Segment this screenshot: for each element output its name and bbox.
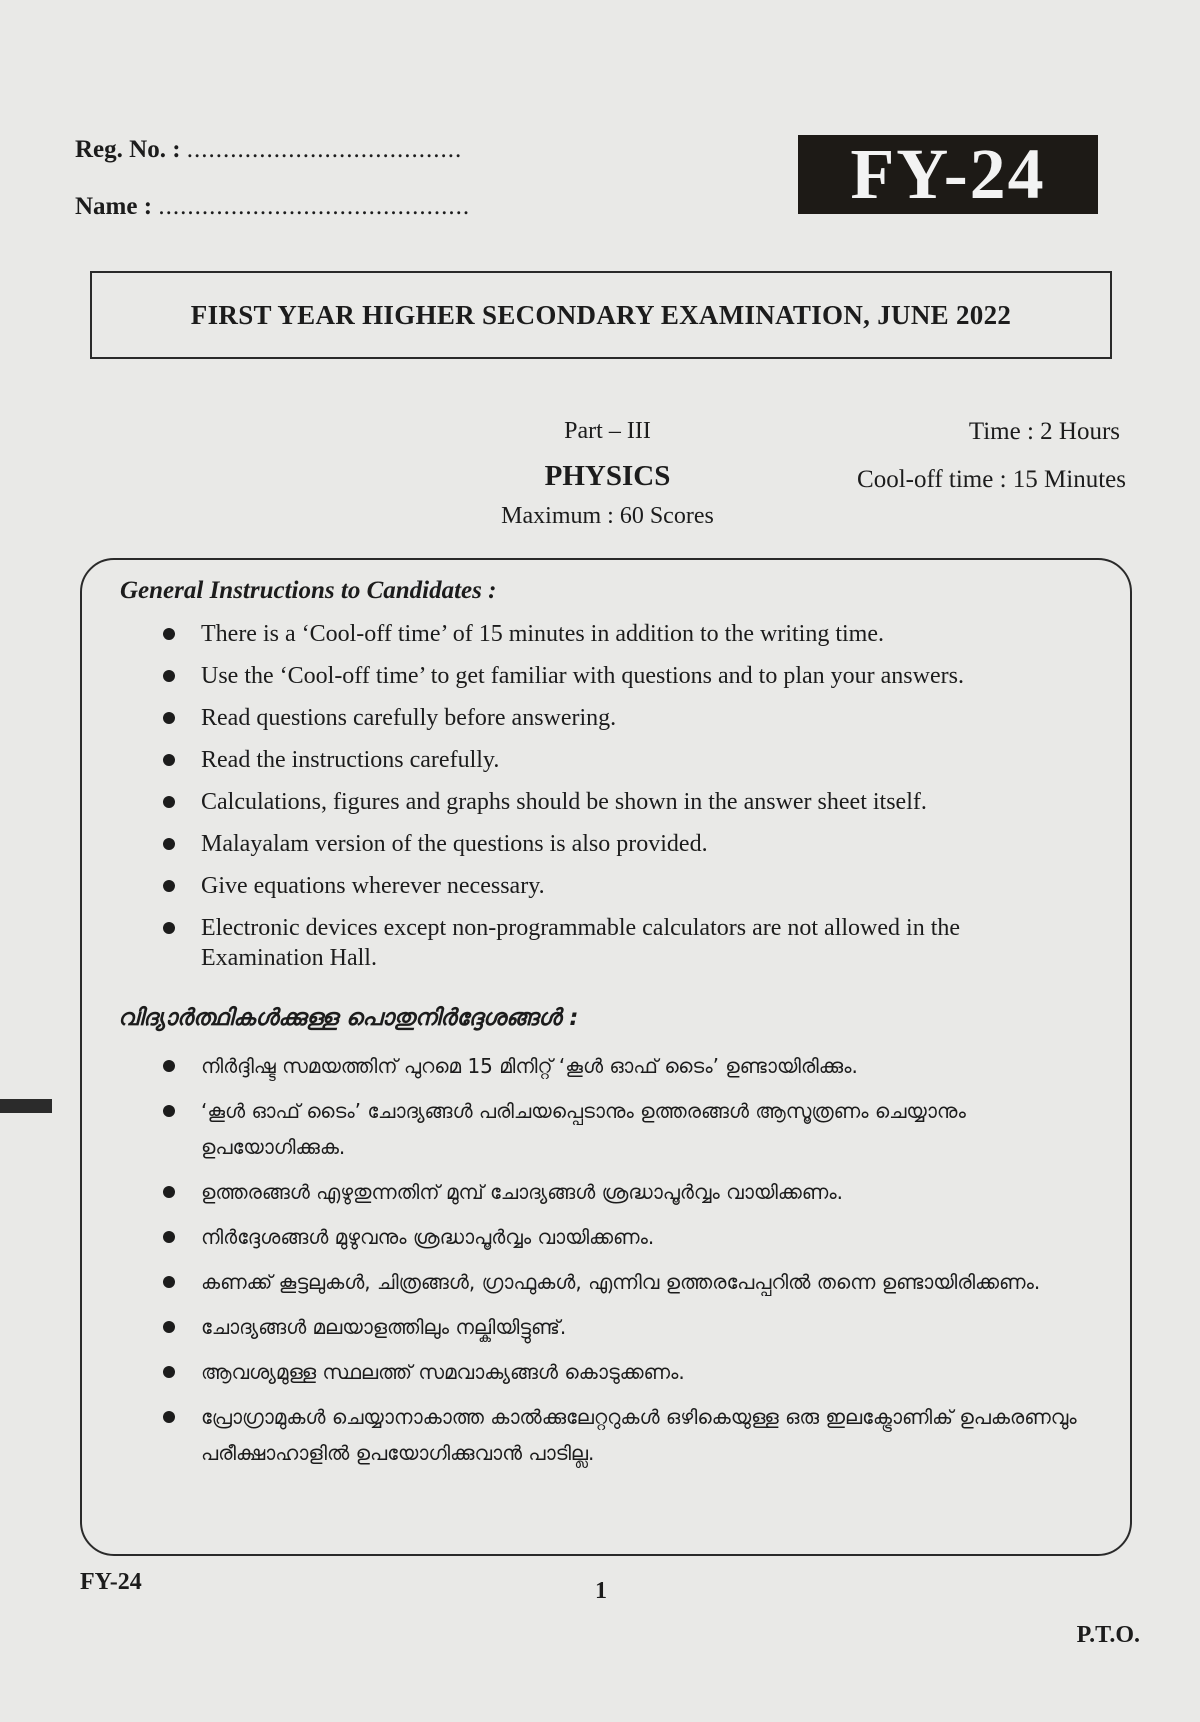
please-turn-over: P.T.O. <box>1076 1622 1140 1648</box>
paper-code-badge: FY-24 <box>798 135 1098 214</box>
list-item: ചോദ്യങ്ങൾ മലയാളത്തിലും നല്കിയിട്ടുണ്ട്. <box>163 1309 1093 1345</box>
list-item: There is a ‘Cool-off time’ of 15 minutes in addition to the writing time. <box>163 619 1063 649</box>
bullet-icon <box>163 1321 175 1333</box>
list-item: Electronic devices except non-programmable calculators are not allowed in the Examination Hall. <box>163 913 1063 973</box>
list-item: Malayalam version of the questions is also provided. <box>163 829 1063 859</box>
list-item: Use the ‘Cool-off time’ to get familiar with questions and to plan your answers. <box>163 661 1063 691</box>
list-item: ‘കൂൾ ഓഫ് ടൈം’ ചോദ്യങ്ങൾ പരിചയപ്പെടാനും ഉത്തരങ്ങൾ ആസൂത്രണം ചെയ്യാനും ഉപയോഗിക്കുക. <box>163 1093 1093 1165</box>
bullet-icon <box>163 922 175 934</box>
list-item: ആവശ്യമുള്ള സ്ഥലത്ത് സമവാക്യങ്ങൾ കൊടുക്കണം. <box>163 1354 1093 1390</box>
list-item: പ്രോഗ്രാമുകൾ ചെയ്യാനാകാത്ത കാൽക്കുലേറ്ററുകൾ ഒഴികെയുള്ള ഒരു ഇലക്ട്രോണിക് ഉപകരണവും പരീക്ഷാഹാളിൽ ഉപയോഗിക്കുവാൻ പാടില്ല. <box>163 1399 1093 1471</box>
bullet-icon <box>163 796 175 808</box>
instructions-list-ml <box>163 1048 1093 1480</box>
paper-part: Part – III <box>564 418 651 444</box>
exam-time: Time : 2 Hours <box>968 418 1120 445</box>
list-item: നിർദ്ദേശങ്ങൾ മുഴുവനും ശ്രദ്ധാപൂർവ്വം വായിക്കണം. <box>163 1219 1093 1255</box>
name-label: Name : <box>75 193 153 220</box>
list-item: Read the instructions carefully. <box>163 745 1063 775</box>
bullet-icon <box>163 1105 175 1117</box>
bullet-icon <box>163 754 175 766</box>
reg-no-blank: ...................................... <box>186 136 463 163</box>
bullet-icon <box>163 628 175 640</box>
exam-title-box <box>90 271 1112 359</box>
list-item: നിർദ്ദിഷ്ട സമയത്തിന് പുറമെ 15 മിനിറ്റ് ‘കൂൾ ഓഫ് ടൈം’ ഉണ്ടായിരിക്കും. <box>163 1048 1093 1084</box>
bullet-icon <box>163 712 175 724</box>
instructions-heading-en: General Instructions to Candidates : <box>120 577 497 604</box>
list-item: Read questions carefully before answering. <box>163 703 1063 733</box>
footer-paper-code: FY-24 <box>80 1569 142 1595</box>
reg-no-label: Reg. No. : <box>75 136 181 163</box>
cool-off-time: Cool-off time : 15 Minutes <box>857 466 1126 493</box>
bullet-icon <box>163 1411 175 1423</box>
edge-mark <box>0 1099 52 1113</box>
paper-subject: PHYSICS <box>544 460 671 492</box>
bullet-icon <box>163 1060 175 1072</box>
bullet-icon <box>163 670 175 682</box>
bullet-icon <box>163 1231 175 1243</box>
list-item: കണക്ക് കൂട്ടലുകൾ, ചിത്രങ്ങൾ, ഗ്രാഫുകൾ, എന്നിവ ഉത്തരപേപ്പറിൽ തന്നെ ഉണ്ടായിരിക്കണം. <box>163 1264 1093 1300</box>
max-score: Maximum : 60 Scores <box>501 503 714 529</box>
reg-no-field <box>75 136 462 164</box>
bullet-icon <box>163 1276 175 1288</box>
list-item: ഉത്തരങ്ങൾ എഴുതുന്നതിന് മുമ്പ് ചോദ്യങ്ങൾ ശ്രദ്ധാപൂർവ്വം വായിക്കണം. <box>163 1174 1093 1210</box>
instructions-list-en <box>163 619 1063 985</box>
name-blank: ........................................... <box>158 193 471 220</box>
name-field <box>75 193 470 221</box>
bullet-icon <box>163 1186 175 1198</box>
page-number: 1 <box>595 1578 607 1604</box>
list-item: Calculations, figures and graphs should be shown in the answer sheet itself. <box>163 787 1063 817</box>
bullet-icon <box>163 880 175 892</box>
instructions-heading-ml: വിദ്യാർത്ഥികൾക്കുള്ള പൊതുനിർദ്ദേശങ്ങൾ : <box>118 1005 579 1031</box>
list-item: Give equations wherever necessary. <box>163 871 1063 901</box>
bullet-icon <box>163 1366 175 1378</box>
bullet-icon <box>163 838 175 850</box>
exam-title: FIRST YEAR HIGHER SECONDARY EXAMINATION, JUNE 2022 <box>190 299 1012 330</box>
